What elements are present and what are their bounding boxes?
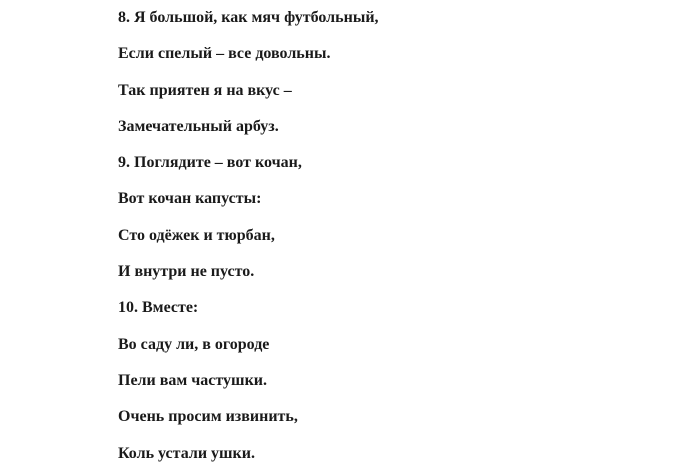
verse-line: Пели вам частушки. [118, 371, 267, 389]
verse-line: Сто одёжек и тюрбан, [118, 226, 275, 244]
verse-line: 9. Поглядите – вот кочан, [118, 154, 302, 172]
verse-text-block [118, 0, 638, 472]
verse-line: 10. Вместе: [118, 299, 199, 317]
verse-line: Вот кочан капусты: [118, 190, 262, 208]
verse-line: Если спелый – все довольны. [118, 45, 331, 63]
verse-line: 8. Я большой, как мяч футбольный, [118, 9, 379, 26]
verse-line: Во саду ли, в огороде [118, 335, 270, 353]
verse-line: Так приятен я на вкус – [118, 81, 292, 99]
verse-line: Замечательный арбуз. [118, 117, 279, 135]
verse-line: Очень просим извинить, [118, 408, 298, 426]
verse-line: И внутри не пусто. [118, 263, 255, 281]
verse-line: Коль устали ушки. [118, 444, 255, 462]
